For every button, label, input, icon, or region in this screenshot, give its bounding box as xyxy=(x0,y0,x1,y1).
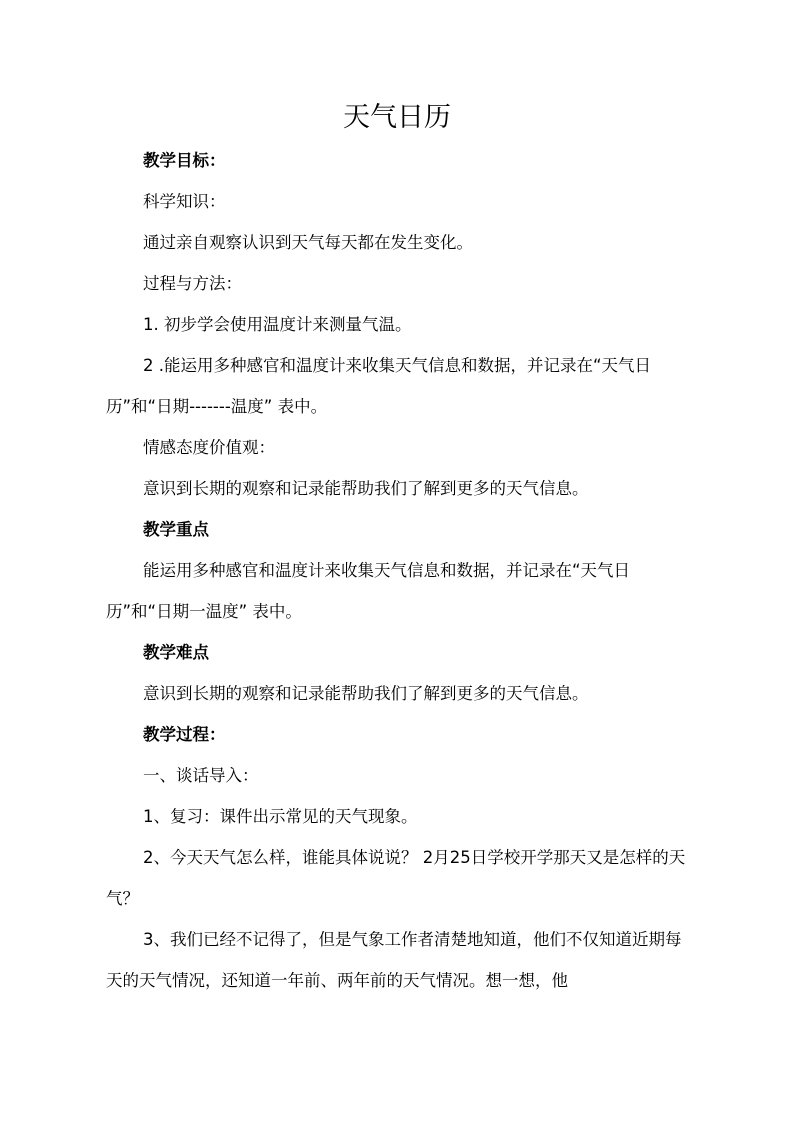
document-title: 天气日历 xyxy=(343,102,451,133)
paragraph: 教学重点 xyxy=(143,520,209,539)
paragraph: 意识到长期的观察和记录能帮助我们了解到更多的天气信息。 xyxy=(143,684,589,703)
paragraph: 1. 初步学会使用温度计来测量气温。 xyxy=(143,315,412,334)
paragraph: 情感态度价值观： xyxy=(143,438,275,457)
paragraph: 3、我们已经不记得了，但是气象工作者清楚地知道，他们不仅知道近期每天的天气情况，还知道一年前、两年前的天气情况。想一想，他 xyxy=(106,930,682,990)
paragraph: 通过亲自观察认识到天气每天都在发生变化。 xyxy=(143,233,473,252)
paragraph: 教学目标： xyxy=(143,151,226,170)
paragraph: 2 .能运用多种感官和温度计来收集天气信息和数据，并记录在“天气日历”和“日期-------温度” 表中。 xyxy=(106,356,652,416)
paragraph: 教学难点 xyxy=(143,643,209,662)
paragraph: 2、今天天气怎么样，谁能具体说说？ 2月25日学校开学那天又是怎样的天气？ xyxy=(106,848,686,908)
paragraph: 过程与方法： xyxy=(143,274,242,293)
paragraph: 教学过程： xyxy=(143,725,226,744)
paragraph: 一、谈话导入： xyxy=(143,766,259,785)
paragraph: 能运用多种感官和温度计来收集天气信息和数据，并记录在“天气日历”和“日期一温度” 表中。 xyxy=(106,561,631,621)
paragraph: 科学知识： xyxy=(143,192,226,211)
document-body xyxy=(106,140,690,1001)
paragraph: 意识到长期的观察和记录能帮助我们了解到更多的天气信息。 xyxy=(143,479,589,498)
paragraph: 1、复习：课件出示常见的天气现象。 xyxy=(143,807,418,826)
